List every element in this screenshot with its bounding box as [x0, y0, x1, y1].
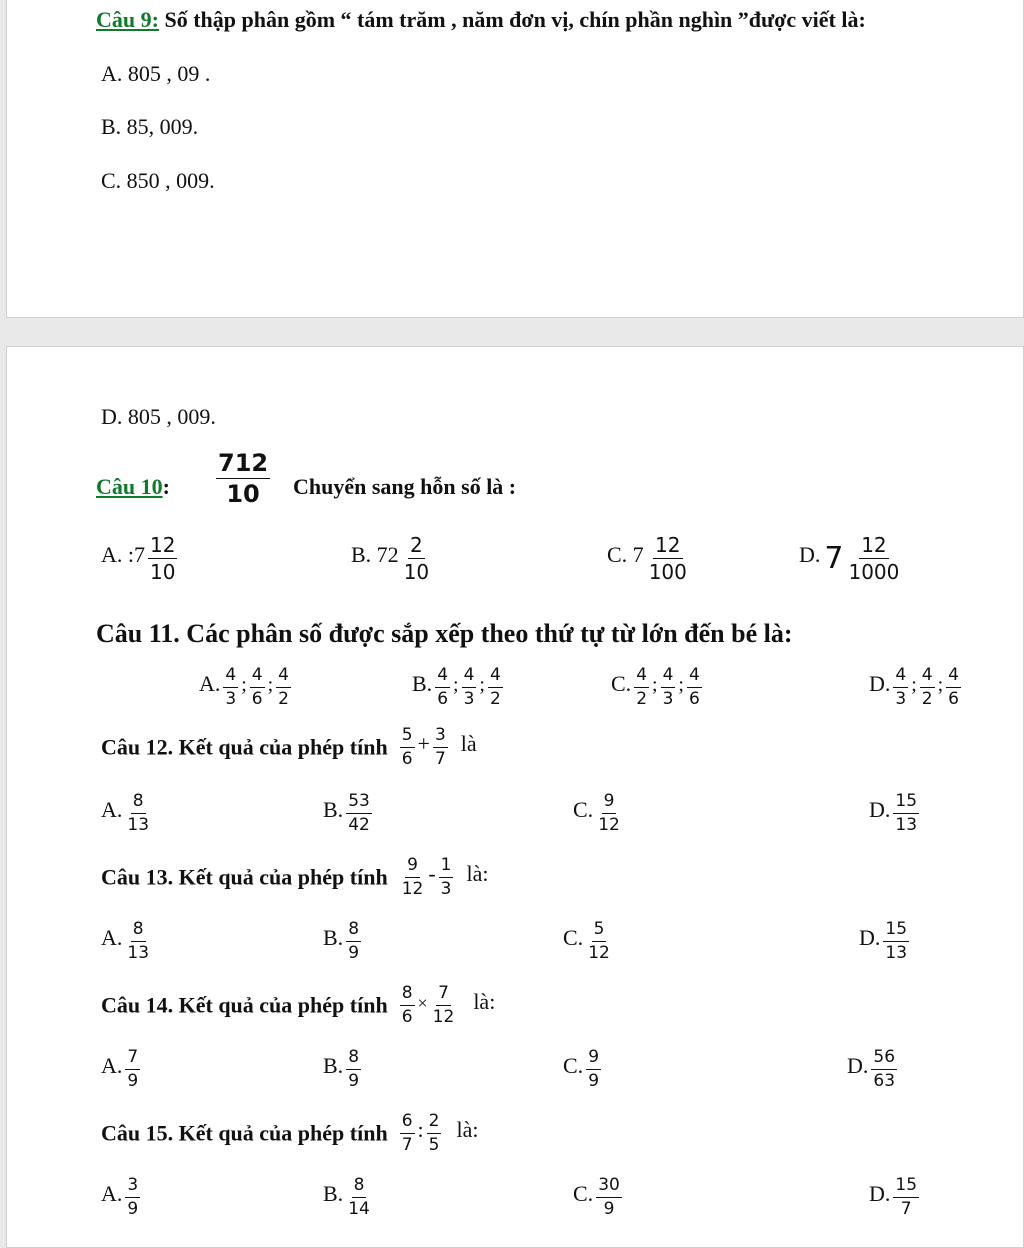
- q14-option-d: D. $\frac{56}{63}$: [847, 1047, 896, 1091]
- q15-option-b: B. $\frac{8}{14}$: [323, 1175, 370, 1219]
- q11-option-c: C. $\frac{4}{2}$ ; $\frac{4}{3}$ ; $\frac{4}{6}$: [611, 665, 700, 709]
- q10-option-d: D. 7 $\frac{12}{1000}$: [799, 533, 900, 584]
- q9-option-d: D. 805 , 009.: [101, 404, 216, 429]
- page-2: [6, 346, 1024, 1248]
- q15-option-c: C. $\frac{30}{9}$: [573, 1175, 620, 1219]
- q10-option-a: A. :7 $\frac{12}{10}$: [101, 533, 176, 584]
- q13-option-d: D. $\frac{15}{13}$: [859, 919, 908, 963]
- q14-option-c: C. $\frac{9}{9}$: [563, 1047, 600, 1091]
- q11-option-b: B. $\frac{4}{6}$ ; $\frac{4}{3}$ ; $\frac{4}{2}$: [412, 665, 501, 709]
- page-1: [6, 0, 1024, 318]
- q10-label: Câu 10:: [96, 474, 170, 499]
- q12-option-b: B. $\frac{53}{42}$: [323, 791, 370, 835]
- q11-option-d: D. $\frac{4}{3}$ ; $\frac{4}{2}$ ; $\frac{4}{6}$: [869, 665, 959, 709]
- q10-fraction: $\frac{712}{10}$: [218, 449, 269, 508]
- q13-option-a: A. $\frac{8}{13}$: [101, 919, 150, 963]
- q15-question: Câu 15. Kết quả của phép tính $\frac{6}{7}$ : $\frac{2}{5}$ là:: [101, 1111, 479, 1155]
- q14-option-b: B. $\frac{8}{9}$: [323, 1047, 360, 1091]
- q9-option-a: A. 805 , 09 .: [101, 61, 211, 86]
- q13-question: Câu 13. Kết quả của phép tính $\frac{9}{12}$ - $\frac{1}{3}$ là:: [101, 855, 489, 899]
- q12-option-c: C. $\frac{9}{12}$: [573, 791, 620, 835]
- q13-option-b: B. $\frac{8}{9}$: [323, 919, 360, 963]
- q14-option-a: A. $\frac{7}{9}$: [101, 1047, 139, 1091]
- q10-text: Chuyển sang hỗn số là :: [293, 474, 517, 499]
- q14-question: Câu 14. Kết quả của phép tính $\frac{8}{6}$ × $\frac{7}{12}$ là:: [101, 983, 496, 1027]
- q15-option-d: D. $\frac{15}{7}$: [869, 1175, 918, 1219]
- q12-option-a: A. $\frac{8}{13}$: [101, 791, 150, 835]
- q11-option-a: A. $\frac{4}{3}$ ; $\frac{4}{6}$ ; $\frac{4}{2}$: [199, 665, 289, 709]
- q12-question: Câu 12. Kết quả của phép tính $\frac{5}{6}$ + $\frac{3}{7}$ là: [101, 725, 477, 769]
- q9-label: Câu 9:: [96, 7, 159, 32]
- q9-option-b: B. 85, 009.: [101, 114, 199, 139]
- q13-option-c: C. $\frac{5}{12}$: [563, 919, 610, 963]
- q10-option-b: B. 72 $\frac{2}{10}$: [351, 533, 430, 584]
- q9-text: Số thập phân gồm “ tám trăm , năm đơn vị, chín phần nghìn ”được viết là:: [158, 7, 866, 32]
- q11-question: Câu 11. Các phân số được sắp xếp theo thứ tự từ lớn đến bé là:: [96, 619, 793, 648]
- q15-option-a: A. $\frac{3}{9}$: [101, 1175, 139, 1219]
- q12-option-d: D. $\frac{15}{13}$: [869, 791, 918, 835]
- q9-option-c: C. 850 , 009.: [101, 168, 215, 193]
- q9-heading: [96, 7, 866, 33]
- q10-option-c: C. 7 $\frac{12}{100}$: [607, 533, 687, 584]
